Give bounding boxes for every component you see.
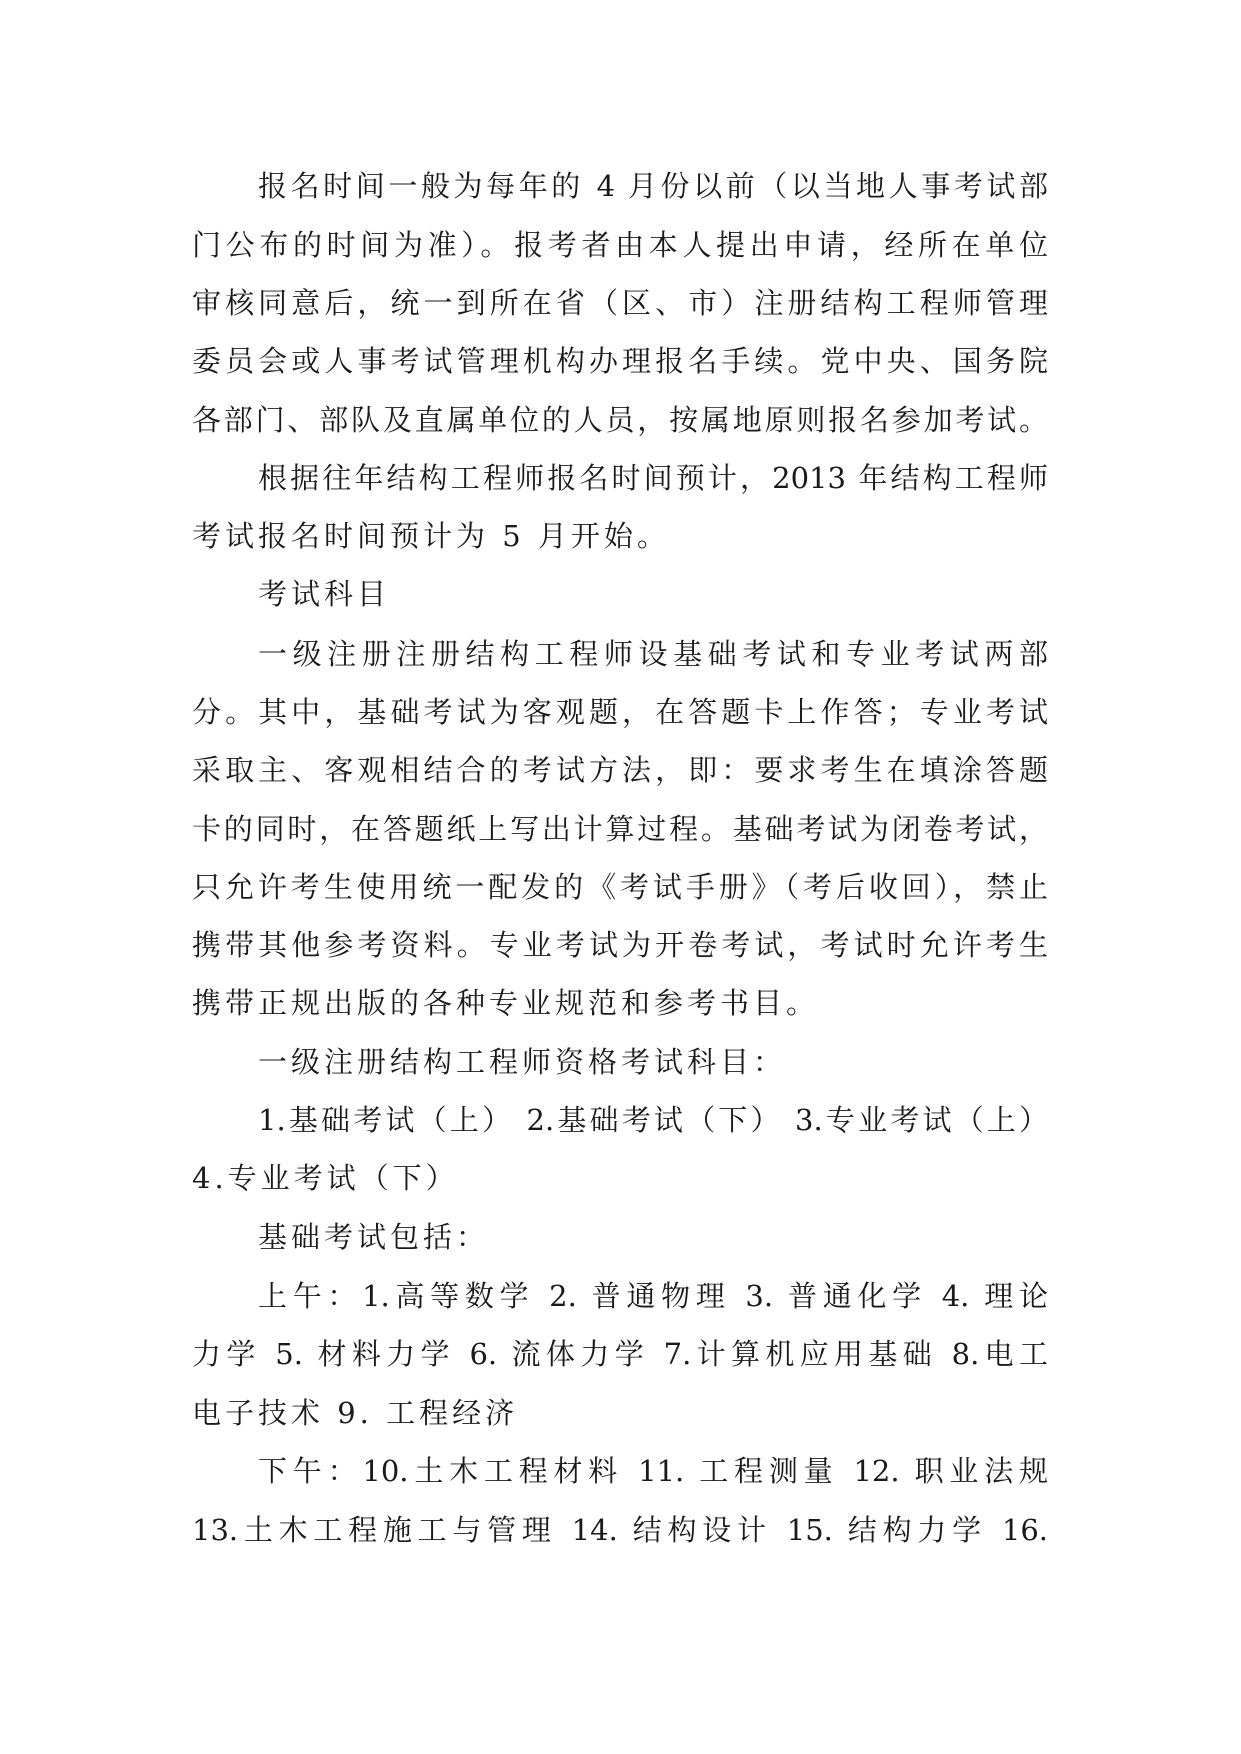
text-line: 携带正规出版的各种专业规范和参考书目。 [192,986,820,1020]
text-line: 门公布的时间为准）。报考者由本人提出申请，经所在单位 [192,228,1048,262]
text-line: 采取主、客观相结合的考试方法，即：要求考生在填涂答题 [192,753,1048,787]
text-line: 报名时间一般为每年的 4 月份以前（以当地人事考试部 [258,169,1048,203]
text-line: 一级注册注册结构工程师设基础考试和专业考试两部 [258,637,1048,671]
text-line: 审核同意后，统一到所在省（区、市）注册结构工程师管理 [192,286,1048,320]
text-line: 携带其他参考资料。专业考试为开卷考试，考试时允许考生 [192,928,1048,962]
afternoon-subjects-line: 下午：10.土木工程材料 11. 工程测量 12. 职业法规 [258,1454,1048,1488]
text-line: 各部门、部队及直属单位的人员，按属地原则报名参加考试。 [192,403,1048,437]
afternoon-subjects-line: 13.土木工程施工与管理 14. 结构设计 15. 结构力学 16. [192,1513,1048,1547]
subject-list-line: 4.专业考试（下） [192,1161,459,1195]
morning-subjects-line: 上午：1.高等数学 2. 普通物理 3. 普通化学 4. 理论 [258,1279,1048,1313]
text-line: 一级注册结构工程师资格考试科目： [258,1045,787,1079]
subject-list-line: 1.基础考试（上） 2.基础考试（下） 3.专业考试（上） [258,1103,1048,1137]
text-line: 分。其中，基础考试为客观题，在答题卡上作答；专业考试 [192,695,1048,729]
text-line: 根据往年结构工程师报名时间预计，2013 年结构工程师 [258,461,1048,495]
text-line: 卡的同时，在答题纸上写出计算过程。基础考试为闭卷考试， [192,812,1048,846]
morning-subjects-line: 力学 5. 材料力学 6. 流体力学 7.计算机应用基础 8.电工 [192,1337,1048,1371]
text-line: 考试报名时间预计为 5 月开始。 [192,519,670,553]
text-line: 基础考试包括： [258,1220,490,1254]
text-line: 只允许考生使用统一配发的《考试手册》（考后收回），禁止 [192,870,1048,904]
section-heading: 考试科目 [258,577,391,611]
text-line: 委员会或人事考试管理机构办理报名手续。党中央、国务院 [192,344,1048,378]
morning-subjects-line: 电子技术 9. 工程经济 [192,1396,519,1430]
